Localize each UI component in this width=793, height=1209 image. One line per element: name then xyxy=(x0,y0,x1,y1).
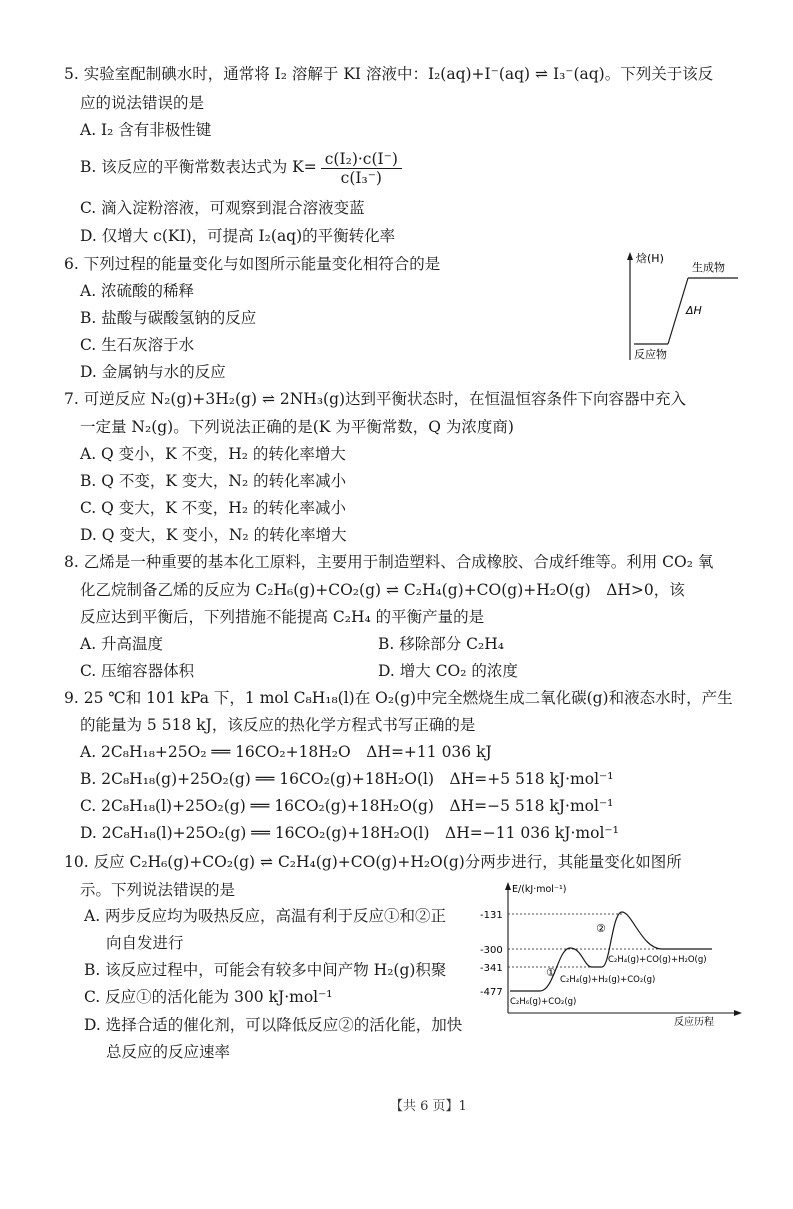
q10-option-d-line2: 总反应的反应速率 xyxy=(106,1043,231,1061)
q6-y-axis-label: 焓(H) xyxy=(636,252,664,265)
q10-state-reactant: C₂H₆(g)+CO₂(g) xyxy=(510,997,577,1007)
q10-state-product: C₂H₄(g)+CO(g)+H₂O(g) xyxy=(608,955,707,965)
q9-option-b: B. 2C₈H₁₈(g)+25O₂(g) ══ 16CO₂(g)+18H₂O(l) ΔH=+5 518 kJ·mol⁻¹ xyxy=(80,770,614,788)
q5-option-b-text: B. 该反应的平衡常数表达式为 K= xyxy=(80,158,317,176)
q7-stem-line1: 7. 可逆反应 N₂(g)+3H₂(g) ⇌ 2NH₃(g)达到平衡状态时，在恒温恒容条件下向容器中充入 xyxy=(64,390,687,408)
q10-option-d-line1: D. 选择合适的催化剂，可以降低反应②的活化能，加快 xyxy=(84,1016,463,1034)
q6-reactant-label: 反应物 xyxy=(634,348,667,361)
q5-k-fraction xyxy=(321,150,402,187)
q10-tick-477: -477 xyxy=(480,987,503,998)
q10-energy-diagram xyxy=(474,878,746,1026)
q7-option-d: D. Q 变大，K 变小，N₂ 的转化率增大 xyxy=(80,526,347,544)
q10-option-a-line2: 向自发进行 xyxy=(106,934,184,952)
q9-stem-line2: 的能量为 5 518 kJ，该反应的热化学方程式书写正确的是 xyxy=(80,716,476,734)
q10-tick-131: -131 xyxy=(480,910,503,921)
q8-stem-line2: 化乙烷制备乙烯的反应为 C₂H₆(g)+CO₂(g) ⇌ C₂H₄(g)+CO(g)+H₂O(g) ΔH>0，该 xyxy=(80,581,685,599)
q10-stem-line2: 示。下列说法错误的是 xyxy=(80,881,236,899)
q9-option-d: D. 2C₈H₁₈(l)+25O₂(g) ══ 16CO₂(g)+18H₂O(l) ΔH=−11 036 kJ·mol⁻¹ xyxy=(80,824,619,842)
q10-stem-line1: 10. 反应 C₂H₆(g)+CO₂(g) ⇌ C₂H₄(g)+CO(g)+H₂O(g)分两步进行，其能量变化如图所 xyxy=(64,853,682,871)
q6-y-axis-arrow xyxy=(627,252,633,260)
q10-state-intermediate: C₂H₄(g)+H₂(g)+CO₂(g) xyxy=(560,975,656,985)
q10-tick-300: -300 xyxy=(480,945,503,956)
q8-option-a: A. 升高温度 xyxy=(80,635,164,653)
q5-option-d: D. 仅增大 c(KI)，可提高 I₂(aq)的平衡转化率 xyxy=(80,227,396,245)
q7-stem-line2: 一定量 N₂(g)。下列说法正确的是(K 为平衡常数，Q 为浓度商) xyxy=(80,418,514,436)
q5-k-denominator: c(I₃⁻) xyxy=(340,168,382,187)
q10-option-c: C. 反应①的活化能为 300 kJ·mol⁻¹ xyxy=(84,988,333,1006)
q10-x-axis-label: 反应历程 xyxy=(674,1017,714,1026)
q5-option-a: A. I₂ 含有非极性键 xyxy=(80,121,212,139)
q7-option-b: B. Q 不变，K 变大，N₂ 的转化率减小 xyxy=(80,472,347,490)
q9-option-a: A. 2C₈H₁₈+25O₂ ══ 16CO₂+18H₂O ΔH=+11 036 kJ xyxy=(80,743,492,761)
q6-option-a: A. 浓硫酸的稀释 xyxy=(80,282,195,300)
q8-stem-line1: 8. 乙烯是一种重要的基本化工原料，主要用于制造塑料、合成橡胶、合成纤维等。利用 CO₂ 氧 xyxy=(64,553,714,571)
q6-product-label: 生成物 xyxy=(692,261,725,274)
q10-x-axis-arrow xyxy=(734,1010,742,1016)
q10-tick-341: -341 xyxy=(480,963,503,974)
q7-option-c: C. Q 变大，K 不变，H₂ 的转化率减小 xyxy=(80,499,346,517)
q10-step2-label: ② xyxy=(596,922,606,935)
q5-k-numerator: c(I₂)·c(I⁻) xyxy=(321,150,402,169)
q10-option-a-line1: A. 两步反应均为吸热反应，高温有利于反应①和②正 xyxy=(84,907,447,925)
page-footer: 【共 6 页】1 xyxy=(390,1099,467,1114)
q10-y-axis-arrow xyxy=(505,882,511,890)
q6-delta-h-label: ΔH xyxy=(686,304,702,317)
q6-option-d: D. 金属钠与水的反应 xyxy=(80,363,226,381)
q9-stem-line1: 9. 25 ℃和 101 kPa 下，1 mol C₈H₁₈(l)在 O₂(g)中完全燃烧生成二氧化碳(g)和液态水时，产生 xyxy=(64,689,733,707)
q9-option-c: C. 2C₈H₁₈(l)+25O₂(g) ══ 16CO₂(g)+18H₂O(g) ΔH=−5 518 kJ·mol⁻¹ xyxy=(80,797,614,815)
q5-option-b xyxy=(80,148,402,187)
q8-option-d: D. 增大 CO₂ 的浓度 xyxy=(378,662,518,680)
q6-option-c: C. 生石灰溶于水 xyxy=(80,336,195,354)
q8-option-c: C. 压缩容器体积 xyxy=(80,662,195,680)
q5-option-c: C. 滴入淀粉溶液，可观察到混合溶液变蓝 xyxy=(80,199,365,217)
q7-option-a: A. Q 变小，K 不变，H₂ 的转化率增大 xyxy=(80,445,346,463)
q5-stem-line1: 5. 实验室配制碘水时，通常将 I₂ 溶解于 KI 溶液中：I₂(aq)+I⁻(aq) ⇌ I₃⁻(aq)。下列关于该反 xyxy=(64,65,714,83)
q8-option-b: B. 移除部分 C₂H₄ xyxy=(378,635,504,653)
q5-stem-line2: 应的说法错误的是 xyxy=(80,94,205,112)
q10-option-b: B. 该反应过程中，可能会有较多中间产物 H₂(g)积聚 xyxy=(84,961,447,979)
q6-option-b: B. 盐酸与碳酸氢钠的反应 xyxy=(80,309,257,327)
q10-y-axis-label: E/(kJ·mol⁻¹) xyxy=(512,884,567,895)
q10-step1-label: ① xyxy=(546,966,556,979)
q6-stem: 6. 下列过程的能量变化与如图所示能量变化相符合的是 xyxy=(64,255,441,273)
q6-enthalpy-diagram xyxy=(620,248,750,368)
q8-stem-line3: 反应达到平衡后，下列措施不能提高 C₂H₄ 的平衡产量的是 xyxy=(80,608,485,626)
q6-transition-line xyxy=(668,278,688,344)
